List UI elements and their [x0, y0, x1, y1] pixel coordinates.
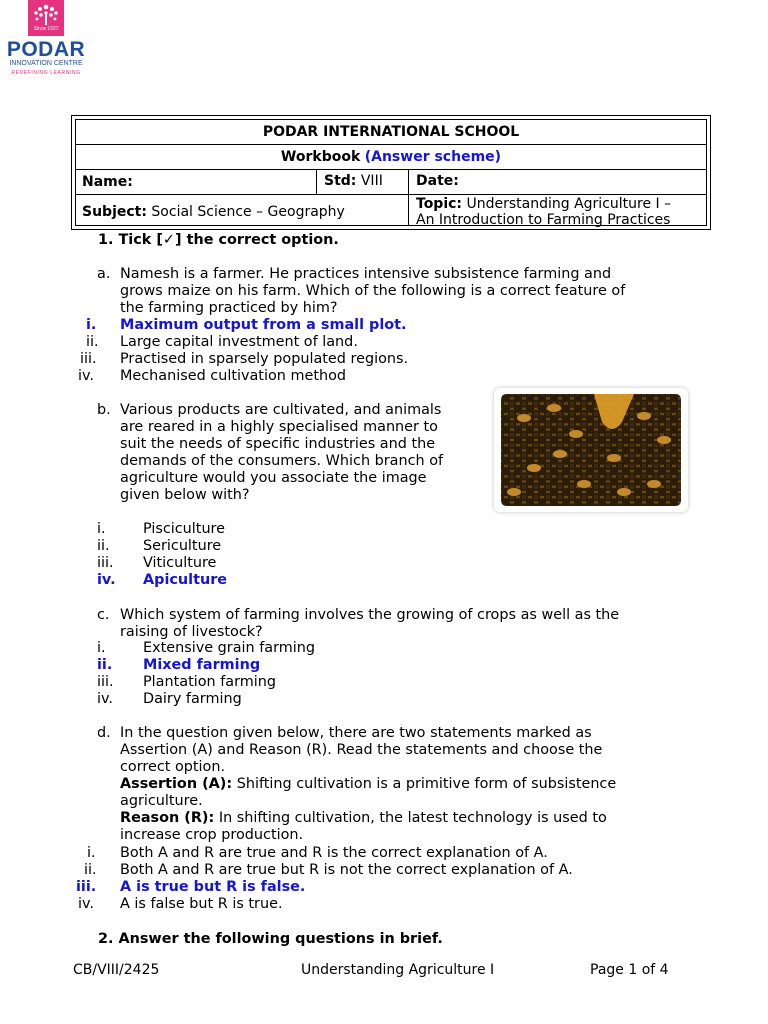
q1d-marker: d.	[97, 725, 111, 741]
logo-tagline: REDEFINING LEARNING	[11, 70, 81, 76]
workbook-label: Workbook	[280, 149, 361, 165]
workbook-row	[76, 145, 706, 170]
honeycomb-bees-image	[494, 388, 688, 512]
q1d-option-4: A is false but R is true.	[120, 896, 283, 912]
header-table	[71, 115, 711, 230]
q1d-line-2: Assertion (A) and Reason (R). Read the statements and choose the	[120, 742, 603, 758]
q1d-option-2: Both A and R are true but R is not the correct explanation of A.	[120, 862, 573, 878]
name-label: Name:	[82, 174, 133, 190]
tree-icon	[28, 0, 64, 36]
q1a-option-2: Large capital investment of land.	[120, 334, 358, 350]
subject-row	[76, 195, 706, 228]
q1c-line-1: Which system of farming involves the growing of crops as well as the	[120, 607, 620, 623]
q1d-reason	[120, 810, 607, 827]
reason-text-1: In shifting cultivation, the latest technology is used to	[218, 810, 607, 826]
q1d-line-3: correct option.	[120, 759, 226, 775]
q1a-option-1: Maximum output from a small plot.	[120, 317, 407, 333]
q1c-option-num-3: iii.	[97, 674, 114, 690]
q1a-marker: a.	[97, 266, 111, 282]
q1d-option-num-3: iii.	[76, 879, 97, 895]
subject-field	[82, 204, 345, 221]
q1a-option-num-1: i.	[86, 317, 97, 333]
subject-label: Subject:	[82, 204, 147, 220]
q1b-line-1: Various products are cultivated, and animals	[120, 402, 442, 418]
assertion-label: Assertion (A):	[120, 776, 233, 792]
school-name: PODAR INTERNATIONAL SCHOOL	[262, 124, 520, 140]
q1a-option-num-2: ii.	[86, 334, 99, 350]
q1b-option-1: Pisciculture	[143, 521, 226, 537]
q1b-option-3: Viticulture	[143, 555, 217, 571]
q1b-line-4: demands of the consumers. Which branch of	[120, 453, 444, 469]
footer-title: Understanding Agriculture I	[301, 962, 495, 978]
q1b-line-2: are reared in a highly specialised manner to	[120, 419, 438, 435]
q1c-option-num-4: iv.	[97, 691, 113, 707]
footer-page: Page 1 of 4	[590, 962, 669, 978]
q1a-option-4: Mechanised cultivation method	[120, 368, 347, 384]
topic-label: Topic:	[416, 196, 463, 212]
q1b-line-6: given below with?	[120, 487, 250, 503]
assertion-text-2: agriculture.	[120, 793, 203, 809]
q2-heading: 2. Answer the following questions in brief.	[98, 931, 443, 947]
q1d-line-1: In the question given below, there are two statements marked as	[120, 725, 592, 741]
q1a-line-1: Namesh is a farmer. He practices intensive subsistence farming and	[120, 266, 612, 282]
q1b-marker: b.	[97, 402, 111, 418]
school-row	[76, 120, 706, 145]
q1d-option-num-4: iv.	[78, 896, 94, 912]
q1d-option-1: Both A and R are true and R is the correct explanation of A.	[120, 845, 548, 861]
std-field	[324, 173, 383, 190]
q1c-option-1: Extensive grain farming	[143, 640, 316, 656]
workbook-title	[76, 149, 706, 166]
q1d-option-num-1: i.	[87, 845, 96, 861]
q1b-option-num-4: iv.	[97, 572, 116, 588]
q1b-option-num-2: ii.	[97, 538, 110, 554]
q1b-option-2: Sericulture	[143, 538, 222, 554]
q1c-option-3: Plantation farming	[143, 674, 277, 690]
q1a-line-2: grows maize on his farm. Which of the following is a correct feature of	[120, 283, 626, 299]
q1a-option-num-3: iii.	[80, 351, 97, 367]
topic-value-1: Understanding Agriculture I –	[466, 196, 672, 212]
std-value: VIII	[360, 173, 383, 189]
q1d-assertion	[120, 776, 616, 793]
q1a-option-num-4: iv.	[78, 368, 94, 384]
assertion-text-1: Shifting cultivation is a primitive form of subsistence	[236, 776, 617, 792]
footer-code: CB/VIII/2425	[73, 962, 160, 978]
q1d-option-num-2: ii.	[84, 862, 97, 878]
q1a-option-3: Practised in sparsely populated regions.	[120, 351, 409, 367]
q1b-option-num-1: i.	[97, 521, 106, 537]
q1c-option-2: Mixed farming	[143, 657, 261, 673]
q1b-line-5: agriculture would you associate the image	[120, 470, 427, 486]
reason-text-2: increase crop production.	[120, 827, 304, 843]
school-logo	[0, 0, 92, 82]
topic-field	[416, 196, 671, 213]
q1c-line-2: raising of livestock?	[120, 624, 263, 640]
topic-value-2: An Introduction to Farming Practices	[416, 212, 671, 228]
q1b-line-3: suit the needs of specific industries and the	[120, 436, 436, 452]
logo-subtitle: INNOVATION CENTRE	[9, 60, 83, 67]
subject-value: Social Science – Geography	[151, 204, 345, 220]
date-label: Date:	[416, 173, 459, 189]
q1b-option-4: Apiculture	[143, 572, 228, 588]
q1a-line-3: the farming practiced by him?	[120, 300, 338, 316]
reason-label: Reason (R):	[120, 810, 215, 826]
q1-heading: 1. Tick [✓] the correct option.	[98, 232, 339, 248]
q1c-option-4: Dairy farming	[143, 691, 242, 707]
logo-brand: PODAR	[6, 38, 86, 61]
q1d-option-3: A is true but R is false.	[120, 879, 306, 895]
logo-since: Since 1927	[33, 26, 59, 32]
q1b-option-num-3: iii.	[97, 555, 114, 571]
q1c-option-num-1: i.	[97, 640, 106, 656]
name-row	[76, 170, 706, 195]
q1c-marker: c.	[97, 607, 110, 623]
std-label: Std:	[324, 173, 357, 189]
q1c-option-num-2: ii.	[97, 657, 113, 673]
answer-scheme-label: (Answer scheme)	[364, 149, 502, 165]
